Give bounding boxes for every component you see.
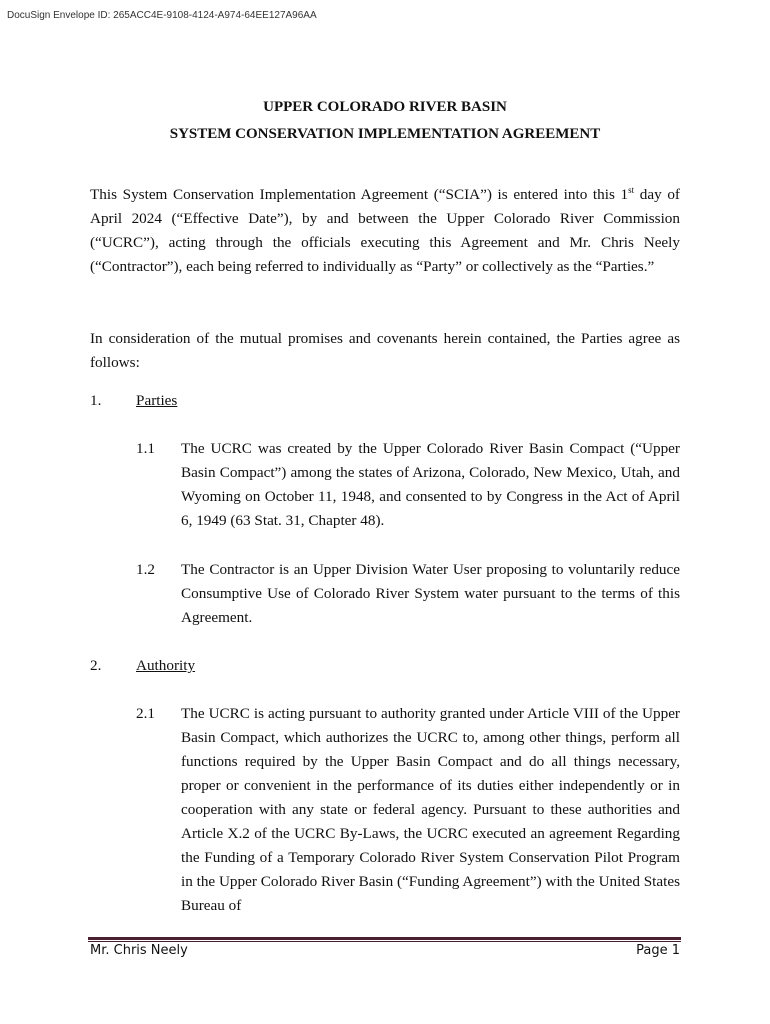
intro-text-end: day of April 2024 (“Effective Date”), by and between the Upper Colorado River Commission (“UCRC”), acting through the officials executing this Agreement and Mr. Chris Neely (“Contractor”), each being referred to individually as “Party” or collectively as the “Parties.” [90,186,680,275]
section-heading-parties: Parties [136,392,178,409]
section-number: 1. [90,392,102,409]
intro-paragraph [90,183,680,279]
item-number: 2.1 [136,705,155,722]
consideration-paragraph: In consideration of the mutual promises and covenants herein contained, the Parties agree as follows: [90,330,680,371]
item-number: 1.1 [136,440,155,457]
document-title-line1: UPPER COLORADO RIVER BASIN [263,99,507,115]
item-text: The Contractor is an Upper Division Water User proposing to voluntarily reduce Consumptive Use of Colorado River System water pursuant to the terms of this Agreement. [181,561,680,626]
footer-rule [88,937,681,940]
footer-name: Mr. Chris Neely [90,943,188,958]
item-text: The UCRC was created by the Upper Colorado River Basin Compact (“Upper Basin Compact”) among the states of Arizona, Colorado, New Mexico, Utah, and Wyoming on October 11, 1948, and consented to by Congress in the Act of April 6, 1949 (63 Stat. 31, Chapter 48). [181,440,680,529]
item-text: The UCRC is acting pursuant to authority granted under Article VIII of the Upper Basin Compact, which authorizes the UCRC to, among other things, perform all functions required by the Upper Basin Compact and do all things necessary, proper or convenient in the performance of its duties either independently or in cooperation with any state or federal agency. Pursuant to these authorities and Article X.2 of the UCRC By-Laws, the UCRC executed an agreement Regarding the Funding of a Temporary Colorado River System Conservation Pilot Program in the Upper Colorado River Basin (“Funding Agreement”) with the United States Bureau of [181,705,680,914]
envelope-id: DocuSign Envelope ID: 265ACC4E-9108-4124-A974-64EE127A96AA [7,10,317,21]
document-title-line2: SYSTEM CONSERVATION IMPLEMENTATION AGREEMENT [169,126,601,142]
intro-text-start: This System Conservation Implementation Agreement (“SCIA”) is entered into this 1 [90,186,629,203]
section-heading-authority: Authority [136,657,196,674]
footer-rule-thin [88,941,681,942]
section-number: 2. [90,657,102,674]
intro-superscript: st [628,184,635,195]
item-number: 1.2 [136,561,155,578]
page-number: Page 1 [636,943,680,958]
